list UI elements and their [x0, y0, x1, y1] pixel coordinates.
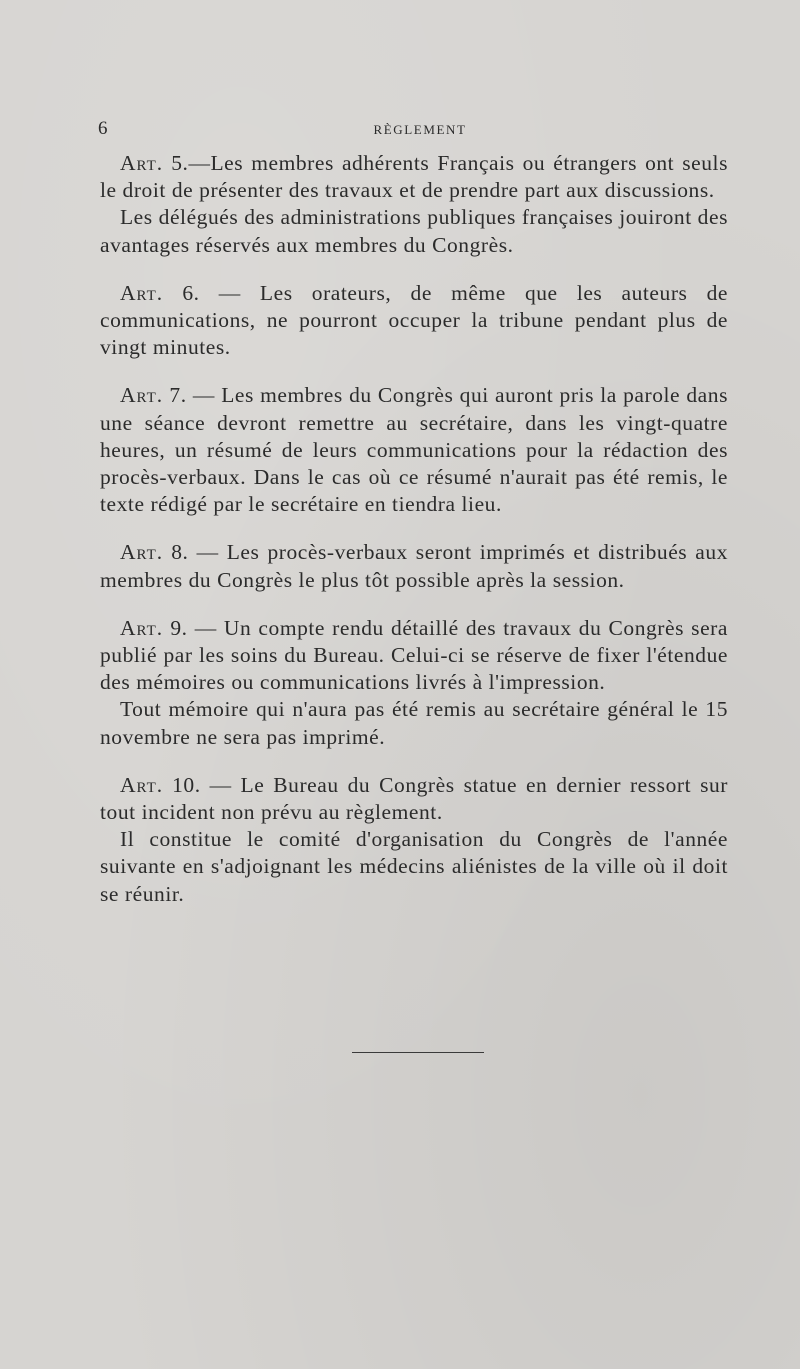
article-6	[100, 280, 728, 362]
article-continuation: Tout mémoire qui n'aura pas été remis au secrétaire général le 15 novembre ne sera pas imprimé.	[100, 697, 728, 749]
article-label: Art.	[120, 383, 164, 408]
article-7	[100, 382, 728, 518]
article-paragraph	[100, 280, 728, 362]
article-label: Art.	[120, 151, 164, 175]
article-10	[100, 772, 728, 908]
body-text	[100, 150, 728, 929]
article-label: Art.	[120, 772, 164, 797]
article-label: Art.	[120, 615, 164, 640]
article-8	[100, 539, 728, 593]
article-text: 9. — Un compte rendu détaillé des travaux du Congrès sera publié par les soins du Bureau. Celui-ci se réserve de fixer l'étendue des mémoires ou communications livrés à l'impression.	[100, 615, 728, 695]
running-header	[98, 118, 728, 142]
closing-rule	[352, 1052, 484, 1053]
article-text: 7. — Les membres du Congrès qui auront pris la parole dans une séance devront remettre au secrétaire, dans les vingt-quatre heures, un résumé de leurs communications pour la rédaction des procès-verbaux. Dans le cas où ce résumé n'aurait pas été remis, le texte rédigé par le secrétaire en tiendra lieu.	[100, 383, 728, 517]
article-paragraph	[100, 772, 728, 826]
running-title: RÈGLEMENT	[373, 122, 467, 137]
article-9	[100, 615, 728, 751]
article-continuation: Il constitue le comité d'organisation du Congrès de l'année suivante en s'adjoignant les médecins aliénistes de la ville où il doit se réunir.	[100, 827, 728, 906]
article-text: 6. — Les orateurs, de même que les auteurs de communications, ne pourront occuper la tribune pendant plus de vingt minutes.	[100, 280, 728, 360]
article-text: 10. — Le Bureau du Congrès statue en dernier ressort sur tout incident non prévu au règlement.	[100, 772, 728, 825]
article-text: 5.—Les membres adhérents Français ou étrangers ont seuls le droit de présenter des travaux et de prendre part aux discussions.	[100, 151, 728, 203]
article-paragraph	[100, 615, 728, 697]
article-5	[100, 150, 728, 259]
article-text: 8. — Les procès-verbaux seront imprimés et distribués aux membres du Congrès le plus tôt possible après la session.	[100, 540, 728, 592]
article-label: Art.	[120, 280, 164, 305]
article-paragraph	[100, 539, 728, 593]
article-label: Art.	[120, 540, 164, 565]
article-paragraph	[100, 150, 728, 204]
article-paragraph	[100, 382, 728, 518]
article-continuation: Les délégués des administrations publiques françaises jouiront des avantages réservés aux membres du Congrès.	[100, 205, 728, 257]
page-number: 6	[98, 118, 108, 139]
